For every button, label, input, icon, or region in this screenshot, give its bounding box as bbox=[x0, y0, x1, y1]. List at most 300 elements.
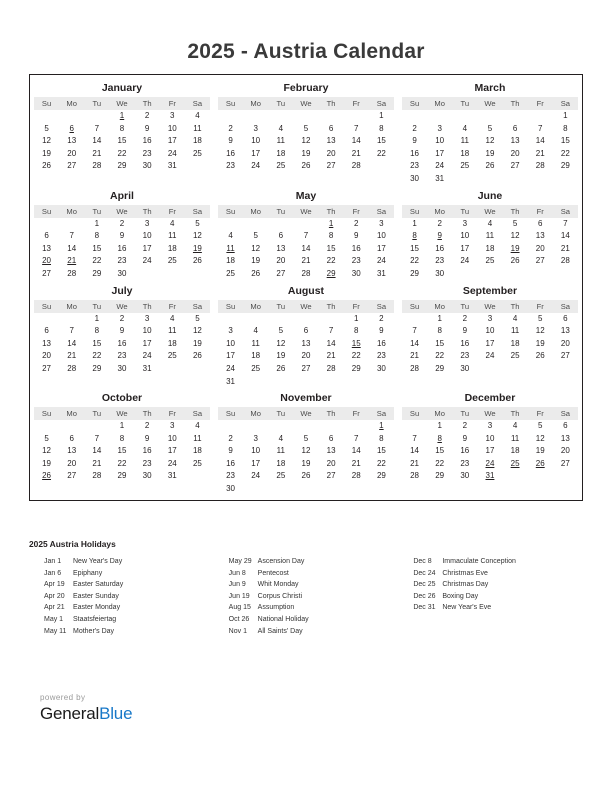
week-row bbox=[218, 243, 394, 256]
day-cell: 17 bbox=[435, 148, 445, 158]
day-cell-empty bbox=[319, 376, 344, 389]
quarter-row-1 bbox=[30, 78, 582, 186]
day-cell: 8 bbox=[563, 123, 568, 133]
weekday-header-sa: Sa bbox=[185, 97, 210, 110]
day-cell-empty bbox=[268, 420, 293, 433]
holiday-list-item bbox=[398, 579, 583, 591]
weekday-header-th: Th bbox=[503, 97, 528, 110]
weekday-header-we: We bbox=[109, 97, 134, 110]
day-cell-empty bbox=[344, 420, 369, 433]
weekday-header-fr: Fr bbox=[344, 300, 369, 313]
week-row bbox=[34, 325, 210, 338]
day-cell: 9 bbox=[119, 326, 125, 336]
weekday-header-row bbox=[34, 97, 210, 110]
day-cell: 24 bbox=[142, 351, 152, 361]
day-cell-empty bbox=[59, 110, 84, 123]
day-cell: 13 bbox=[42, 338, 52, 348]
day-cell: 29 bbox=[92, 363, 102, 373]
day-cell-empty bbox=[503, 363, 528, 376]
holiday-name: Christmas Day bbox=[442, 581, 489, 589]
day-cell: 12 bbox=[42, 136, 52, 146]
day-cell-empty bbox=[293, 218, 318, 231]
day-cell: 12 bbox=[251, 243, 261, 253]
day-cell-holiday: 26 bbox=[42, 471, 52, 481]
weekday-header-tu: Tu bbox=[84, 300, 109, 313]
day-cell: 24 bbox=[142, 256, 152, 266]
day-cell: 25 bbox=[276, 471, 286, 481]
day-cell: 20 bbox=[326, 148, 336, 158]
day-cell: 4 bbox=[487, 218, 493, 228]
day-cell-empty bbox=[243, 313, 268, 326]
day-cell-empty bbox=[528, 268, 553, 281]
weekday-header-fr: Fr bbox=[160, 300, 185, 313]
weekday-header-th: Th bbox=[503, 205, 528, 218]
day-cell: 7 bbox=[412, 433, 417, 443]
day-cell: 25 bbox=[167, 351, 177, 361]
week-row bbox=[218, 363, 394, 376]
day-cell: 17 bbox=[226, 351, 235, 361]
day-cell: 3 bbox=[462, 218, 468, 228]
day-cell: 3 bbox=[170, 421, 175, 431]
holiday-list-item bbox=[214, 568, 399, 580]
day-cell: 10 bbox=[142, 326, 152, 336]
day-cell: 18 bbox=[485, 243, 495, 253]
day-cell: 13 bbox=[67, 136, 77, 146]
weekday-header-th: Th bbox=[135, 97, 160, 110]
week-row bbox=[34, 230, 210, 243]
day-cell: 16 bbox=[226, 458, 235, 468]
week-row bbox=[34, 110, 210, 123]
weekday-header-fr: Fr bbox=[528, 97, 553, 110]
week-row bbox=[402, 325, 578, 338]
week-row bbox=[34, 445, 210, 458]
day-cell: 6 bbox=[278, 231, 284, 241]
day-cell: 28 bbox=[535, 161, 545, 171]
day-cell-empty bbox=[34, 313, 59, 326]
day-cell: 29 bbox=[410, 268, 419, 278]
holiday-name: Christmas Eve bbox=[442, 569, 488, 577]
day-cell-empty bbox=[553, 268, 578, 281]
day-cell: 21 bbox=[67, 351, 77, 361]
month-november bbox=[214, 388, 398, 496]
holiday-name: Ascension Day bbox=[257, 558, 305, 565]
day-cell: 23 bbox=[376, 351, 386, 361]
holiday-list-item bbox=[29, 556, 214, 568]
day-cell: 9 bbox=[354, 231, 359, 241]
week-row bbox=[218, 445, 394, 458]
day-cell: 14 bbox=[351, 446, 361, 456]
weekday-header-su: Su bbox=[34, 300, 59, 313]
day-cell: 16 bbox=[376, 338, 386, 348]
weekday-header-fr: Fr bbox=[528, 300, 553, 313]
day-cell: 30 bbox=[117, 363, 127, 373]
weekday-header-we: We bbox=[109, 300, 134, 313]
day-cell: 18 bbox=[167, 338, 177, 348]
day-cell: 18 bbox=[167, 243, 177, 253]
weekday-header-tu: Tu bbox=[268, 300, 293, 313]
week-row bbox=[402, 363, 578, 376]
page-title: 2025 - Austria Calendar bbox=[187, 40, 425, 63]
day-cell-empty bbox=[268, 110, 293, 123]
day-cell: 9 bbox=[462, 433, 468, 443]
day-cell: 3 bbox=[144, 218, 150, 228]
day-cell: 29 bbox=[435, 363, 445, 373]
day-cell-empty bbox=[452, 268, 477, 281]
weekday-header-su: Su bbox=[218, 300, 243, 313]
day-cell: 2 bbox=[462, 421, 468, 431]
weekday-header-row bbox=[402, 205, 578, 218]
month-name: June bbox=[477, 189, 503, 202]
day-cell: 28 bbox=[67, 268, 77, 278]
day-cell: 18 bbox=[460, 148, 470, 158]
day-cell-empty bbox=[553, 363, 578, 376]
day-cell: 27 bbox=[67, 161, 77, 171]
day-cell: 24 bbox=[460, 256, 470, 266]
weekday-header-we: We bbox=[477, 300, 502, 313]
day-cell: 21 bbox=[92, 148, 102, 158]
week-row bbox=[34, 160, 210, 173]
day-cell: 26 bbox=[301, 161, 311, 171]
day-cell: 16 bbox=[142, 446, 152, 456]
day-cell: 15 bbox=[117, 446, 127, 456]
day-cell: 24 bbox=[251, 471, 261, 481]
holiday-name: Whit Monday bbox=[257, 581, 299, 589]
weekday-header-we: We bbox=[293, 97, 318, 110]
day-cell: 26 bbox=[276, 363, 286, 373]
day-cell: 10 bbox=[435, 136, 445, 146]
day-cell: 10 bbox=[142, 231, 152, 241]
week-row bbox=[218, 160, 394, 173]
day-cell: 17 bbox=[485, 338, 495, 348]
day-cell: 3 bbox=[487, 313, 493, 323]
day-cell: 22 bbox=[435, 351, 445, 361]
holiday-date: Jan 1 bbox=[44, 558, 62, 565]
month-name: March bbox=[474, 82, 506, 94]
day-cell: 30 bbox=[117, 268, 127, 278]
weekday-header-su: Su bbox=[218, 97, 243, 110]
day-cell-empty bbox=[553, 173, 578, 186]
day-cell: 19 bbox=[301, 458, 311, 468]
day-cell: 17 bbox=[251, 458, 261, 468]
day-cell: 12 bbox=[485, 136, 495, 146]
month-june bbox=[398, 186, 582, 281]
weekday-header-sa: Sa bbox=[369, 205, 394, 218]
day-cell: 8 bbox=[119, 123, 125, 133]
day-cell: 22 bbox=[351, 351, 361, 361]
week-row bbox=[402, 255, 578, 268]
day-cell: 3 bbox=[144, 313, 150, 323]
day-cell: 31 bbox=[376, 268, 386, 278]
day-cell: 25 bbox=[167, 256, 177, 266]
day-cell: 24 bbox=[485, 351, 495, 361]
day-cell-holiday: 26 bbox=[535, 458, 545, 468]
month-name: December bbox=[464, 392, 516, 405]
day-cell: 11 bbox=[510, 433, 520, 443]
day-cell: 10 bbox=[376, 231, 386, 241]
day-cell: 29 bbox=[435, 471, 445, 481]
day-cell: 28 bbox=[560, 256, 570, 266]
day-cell-empty bbox=[218, 420, 243, 433]
day-cell: 1 bbox=[379, 111, 384, 120]
day-cell-empty bbox=[344, 483, 369, 496]
day-cell: 19 bbox=[485, 148, 495, 158]
weekday-header-tu: Tu bbox=[84, 205, 109, 218]
holiday-date: Apr 19 bbox=[44, 581, 65, 589]
day-cell: 27 bbox=[276, 268, 286, 278]
week-row bbox=[218, 135, 394, 148]
month-day-grid bbox=[402, 97, 578, 186]
holiday-column-3 bbox=[398, 556, 583, 637]
day-cell: 13 bbox=[510, 136, 520, 146]
week-row bbox=[218, 255, 394, 268]
day-cell: 21 bbox=[326, 351, 336, 361]
day-cell-empty bbox=[369, 483, 394, 496]
weekday-header-sa: Sa bbox=[369, 300, 394, 313]
weekday-header-fr: Fr bbox=[528, 407, 553, 420]
day-cell: 2 bbox=[412, 123, 417, 133]
day-cell: 15 bbox=[560, 136, 570, 146]
day-cell-holiday: 9 bbox=[437, 231, 442, 241]
week-row bbox=[402, 420, 578, 433]
quarter-row-4 bbox=[30, 388, 582, 496]
day-cell: 25 bbox=[485, 256, 495, 266]
holiday-list-item bbox=[214, 602, 399, 614]
day-cell: 24 bbox=[226, 363, 235, 373]
weekday-header-row bbox=[34, 205, 210, 218]
day-cell-empty bbox=[218, 218, 243, 231]
day-cell: 23 bbox=[117, 351, 127, 361]
day-cell: 22 bbox=[410, 256, 419, 266]
day-cell: 3 bbox=[170, 111, 175, 120]
day-cell: 11 bbox=[485, 231, 495, 241]
day-cell: 27 bbox=[301, 363, 311, 373]
weekday-header-mo: Mo bbox=[59, 205, 84, 218]
day-cell: 15 bbox=[376, 446, 386, 456]
day-cell: 11 bbox=[276, 136, 285, 146]
day-cell: 15 bbox=[92, 243, 102, 253]
day-cell: 22 bbox=[92, 351, 102, 361]
day-cell-empty bbox=[369, 376, 394, 389]
month-december bbox=[398, 388, 582, 496]
day-cell: 23 bbox=[142, 458, 152, 468]
day-cell: 19 bbox=[251, 256, 261, 266]
weekday-header-row bbox=[218, 407, 394, 420]
day-cell: 11 bbox=[168, 231, 177, 241]
day-cell-empty bbox=[402, 313, 427, 326]
day-cell: 3 bbox=[228, 326, 233, 336]
weekday-header-su: Su bbox=[34, 407, 59, 420]
day-cell-empty bbox=[427, 110, 452, 123]
day-cell: 13 bbox=[535, 231, 545, 241]
day-cell: 23 bbox=[435, 256, 445, 266]
day-cell-empty bbox=[528, 110, 553, 123]
weekday-header-tu: Tu bbox=[452, 97, 477, 110]
day-cell: 17 bbox=[485, 446, 495, 456]
weekday-header-tu: Tu bbox=[452, 205, 477, 218]
month-name: April bbox=[110, 189, 134, 202]
holiday-column-1 bbox=[29, 556, 214, 637]
day-cell: 29 bbox=[117, 471, 127, 481]
day-cell: 8 bbox=[328, 231, 334, 241]
day-cell: 31 bbox=[167, 161, 177, 171]
day-cell: 11 bbox=[460, 136, 469, 146]
day-cell: 29 bbox=[351, 363, 361, 373]
day-cell-empty bbox=[59, 218, 84, 231]
week-row bbox=[34, 338, 210, 351]
weekday-header-th: Th bbox=[319, 300, 344, 313]
day-cell-holiday: 19 bbox=[192, 243, 202, 253]
day-cell: 12 bbox=[301, 136, 311, 146]
day-cell-empty bbox=[452, 173, 477, 186]
day-cell: 27 bbox=[67, 471, 77, 481]
week-row bbox=[34, 420, 210, 433]
day-cell: 12 bbox=[301, 446, 311, 456]
day-cell: 18 bbox=[251, 351, 261, 361]
week-row bbox=[34, 350, 210, 363]
day-cell: 1 bbox=[94, 218, 100, 228]
week-row bbox=[402, 110, 578, 123]
day-cell-empty bbox=[477, 363, 502, 376]
holiday-name: Immaculate Conception bbox=[442, 558, 516, 565]
day-cell: 19 bbox=[535, 338, 545, 348]
day-cell: 4 bbox=[228, 231, 233, 241]
weekday-header-sa: Sa bbox=[185, 205, 210, 218]
day-cell-empty bbox=[503, 268, 528, 281]
day-cell: 25 bbox=[251, 363, 261, 373]
day-cell: 16 bbox=[435, 243, 445, 253]
weekday-header-mo: Mo bbox=[59, 300, 84, 313]
weekday-header-mo: Mo bbox=[427, 97, 452, 110]
month-february bbox=[214, 78, 398, 186]
weekday-header-fr: Fr bbox=[160, 407, 185, 420]
weekday-header-tu: Tu bbox=[268, 407, 293, 420]
day-cell: 21 bbox=[560, 243, 570, 253]
week-row bbox=[34, 148, 210, 161]
day-cell: 27 bbox=[510, 161, 520, 171]
day-cell: 10 bbox=[167, 123, 177, 133]
week-row bbox=[402, 160, 578, 173]
brand-name-second: Blue bbox=[99, 704, 133, 723]
holiday-name: Boxing Day bbox=[442, 592, 479, 600]
day-cell: 10 bbox=[251, 136, 261, 146]
brand-name-first: General bbox=[40, 704, 100, 723]
week-row bbox=[218, 350, 394, 363]
week-row bbox=[34, 255, 210, 268]
day-cell-empty bbox=[402, 110, 427, 123]
weekday-header-th: Th bbox=[135, 407, 160, 420]
day-cell-holiday: 15 bbox=[351, 338, 361, 348]
day-cell-empty bbox=[243, 483, 268, 496]
holiday-list-item bbox=[398, 591, 583, 603]
week-row bbox=[402, 458, 578, 471]
day-cell: 25 bbox=[276, 161, 286, 171]
day-cell-empty bbox=[135, 268, 160, 281]
day-cell: 24 bbox=[167, 148, 177, 158]
day-cell: 18 bbox=[510, 338, 520, 348]
day-cell: 13 bbox=[560, 326, 570, 336]
day-cell: 26 bbox=[485, 161, 495, 171]
week-row bbox=[402, 173, 578, 186]
day-cell: 25 bbox=[192, 148, 202, 158]
day-cell: 23 bbox=[117, 256, 127, 266]
weekday-header-we: We bbox=[293, 300, 318, 313]
day-cell-holiday: 21 bbox=[67, 256, 77, 266]
day-cell: 5 bbox=[195, 218, 200, 228]
day-cell: 17 bbox=[460, 243, 470, 253]
day-cell: 22 bbox=[117, 458, 127, 468]
day-cell: 9 bbox=[144, 433, 150, 443]
day-cell: 19 bbox=[42, 458, 52, 468]
day-cell: 16 bbox=[460, 446, 470, 456]
day-cell: 17 bbox=[251, 148, 261, 158]
day-cell: 13 bbox=[67, 446, 77, 456]
weekday-header-th: Th bbox=[503, 300, 528, 313]
week-row bbox=[218, 123, 394, 136]
day-cell: 17 bbox=[376, 243, 386, 253]
weekday-header-tu: Tu bbox=[268, 97, 293, 110]
footer-logo bbox=[40, 692, 132, 724]
day-cell: 5 bbox=[512, 218, 518, 228]
week-row bbox=[218, 458, 394, 471]
week-row bbox=[34, 433, 210, 446]
weekday-header-fr: Fr bbox=[344, 407, 369, 420]
day-cell: 13 bbox=[326, 446, 336, 456]
day-cell: 28 bbox=[92, 471, 102, 481]
day-cell: 20 bbox=[326, 458, 336, 468]
day-cell: 18 bbox=[276, 148, 286, 158]
holiday-list-item bbox=[398, 602, 583, 614]
day-cell: 20 bbox=[276, 256, 286, 266]
week-row bbox=[218, 483, 394, 496]
day-cell-empty bbox=[268, 483, 293, 496]
month-name: October bbox=[101, 392, 143, 405]
month-day-grid bbox=[402, 205, 578, 281]
holiday-name: New Year's Day bbox=[73, 558, 123, 565]
day-cell: 4 bbox=[195, 421, 200, 431]
month-march bbox=[398, 78, 582, 186]
day-cell: 15 bbox=[410, 243, 419, 253]
weekday-header-mo: Mo bbox=[59, 97, 84, 110]
weekday-header-we: We bbox=[109, 407, 134, 420]
day-cell: 3 bbox=[379, 218, 384, 228]
day-cell: 27 bbox=[326, 471, 336, 481]
day-cell: 30 bbox=[376, 363, 386, 373]
day-cell: 31 bbox=[167, 471, 177, 481]
day-cell: 6 bbox=[44, 326, 49, 336]
week-row bbox=[218, 110, 394, 123]
day-cell: 9 bbox=[228, 136, 233, 146]
day-cell: 1 bbox=[94, 313, 100, 323]
day-cell: 11 bbox=[251, 338, 260, 348]
month-day-grid bbox=[402, 300, 578, 376]
week-row bbox=[218, 420, 394, 433]
holiday-date: Jun 8 bbox=[228, 569, 246, 577]
brand-logo bbox=[40, 703, 132, 724]
weekday-header-sa: Sa bbox=[553, 407, 578, 420]
holiday-list-item bbox=[214, 614, 399, 626]
day-cell: 21 bbox=[301, 256, 311, 266]
day-cell: 7 bbox=[563, 218, 568, 228]
day-cell: 13 bbox=[560, 433, 570, 443]
weekday-header-row bbox=[34, 407, 210, 420]
holiday-name: Staatsfeiertag bbox=[73, 615, 117, 623]
holiday-date: Dec 25 bbox=[413, 581, 436, 589]
week-row bbox=[218, 338, 394, 351]
week-row bbox=[218, 230, 394, 243]
day-cell: 9 bbox=[228, 446, 233, 456]
day-cell: 6 bbox=[538, 218, 543, 228]
day-cell: 20 bbox=[301, 351, 311, 361]
